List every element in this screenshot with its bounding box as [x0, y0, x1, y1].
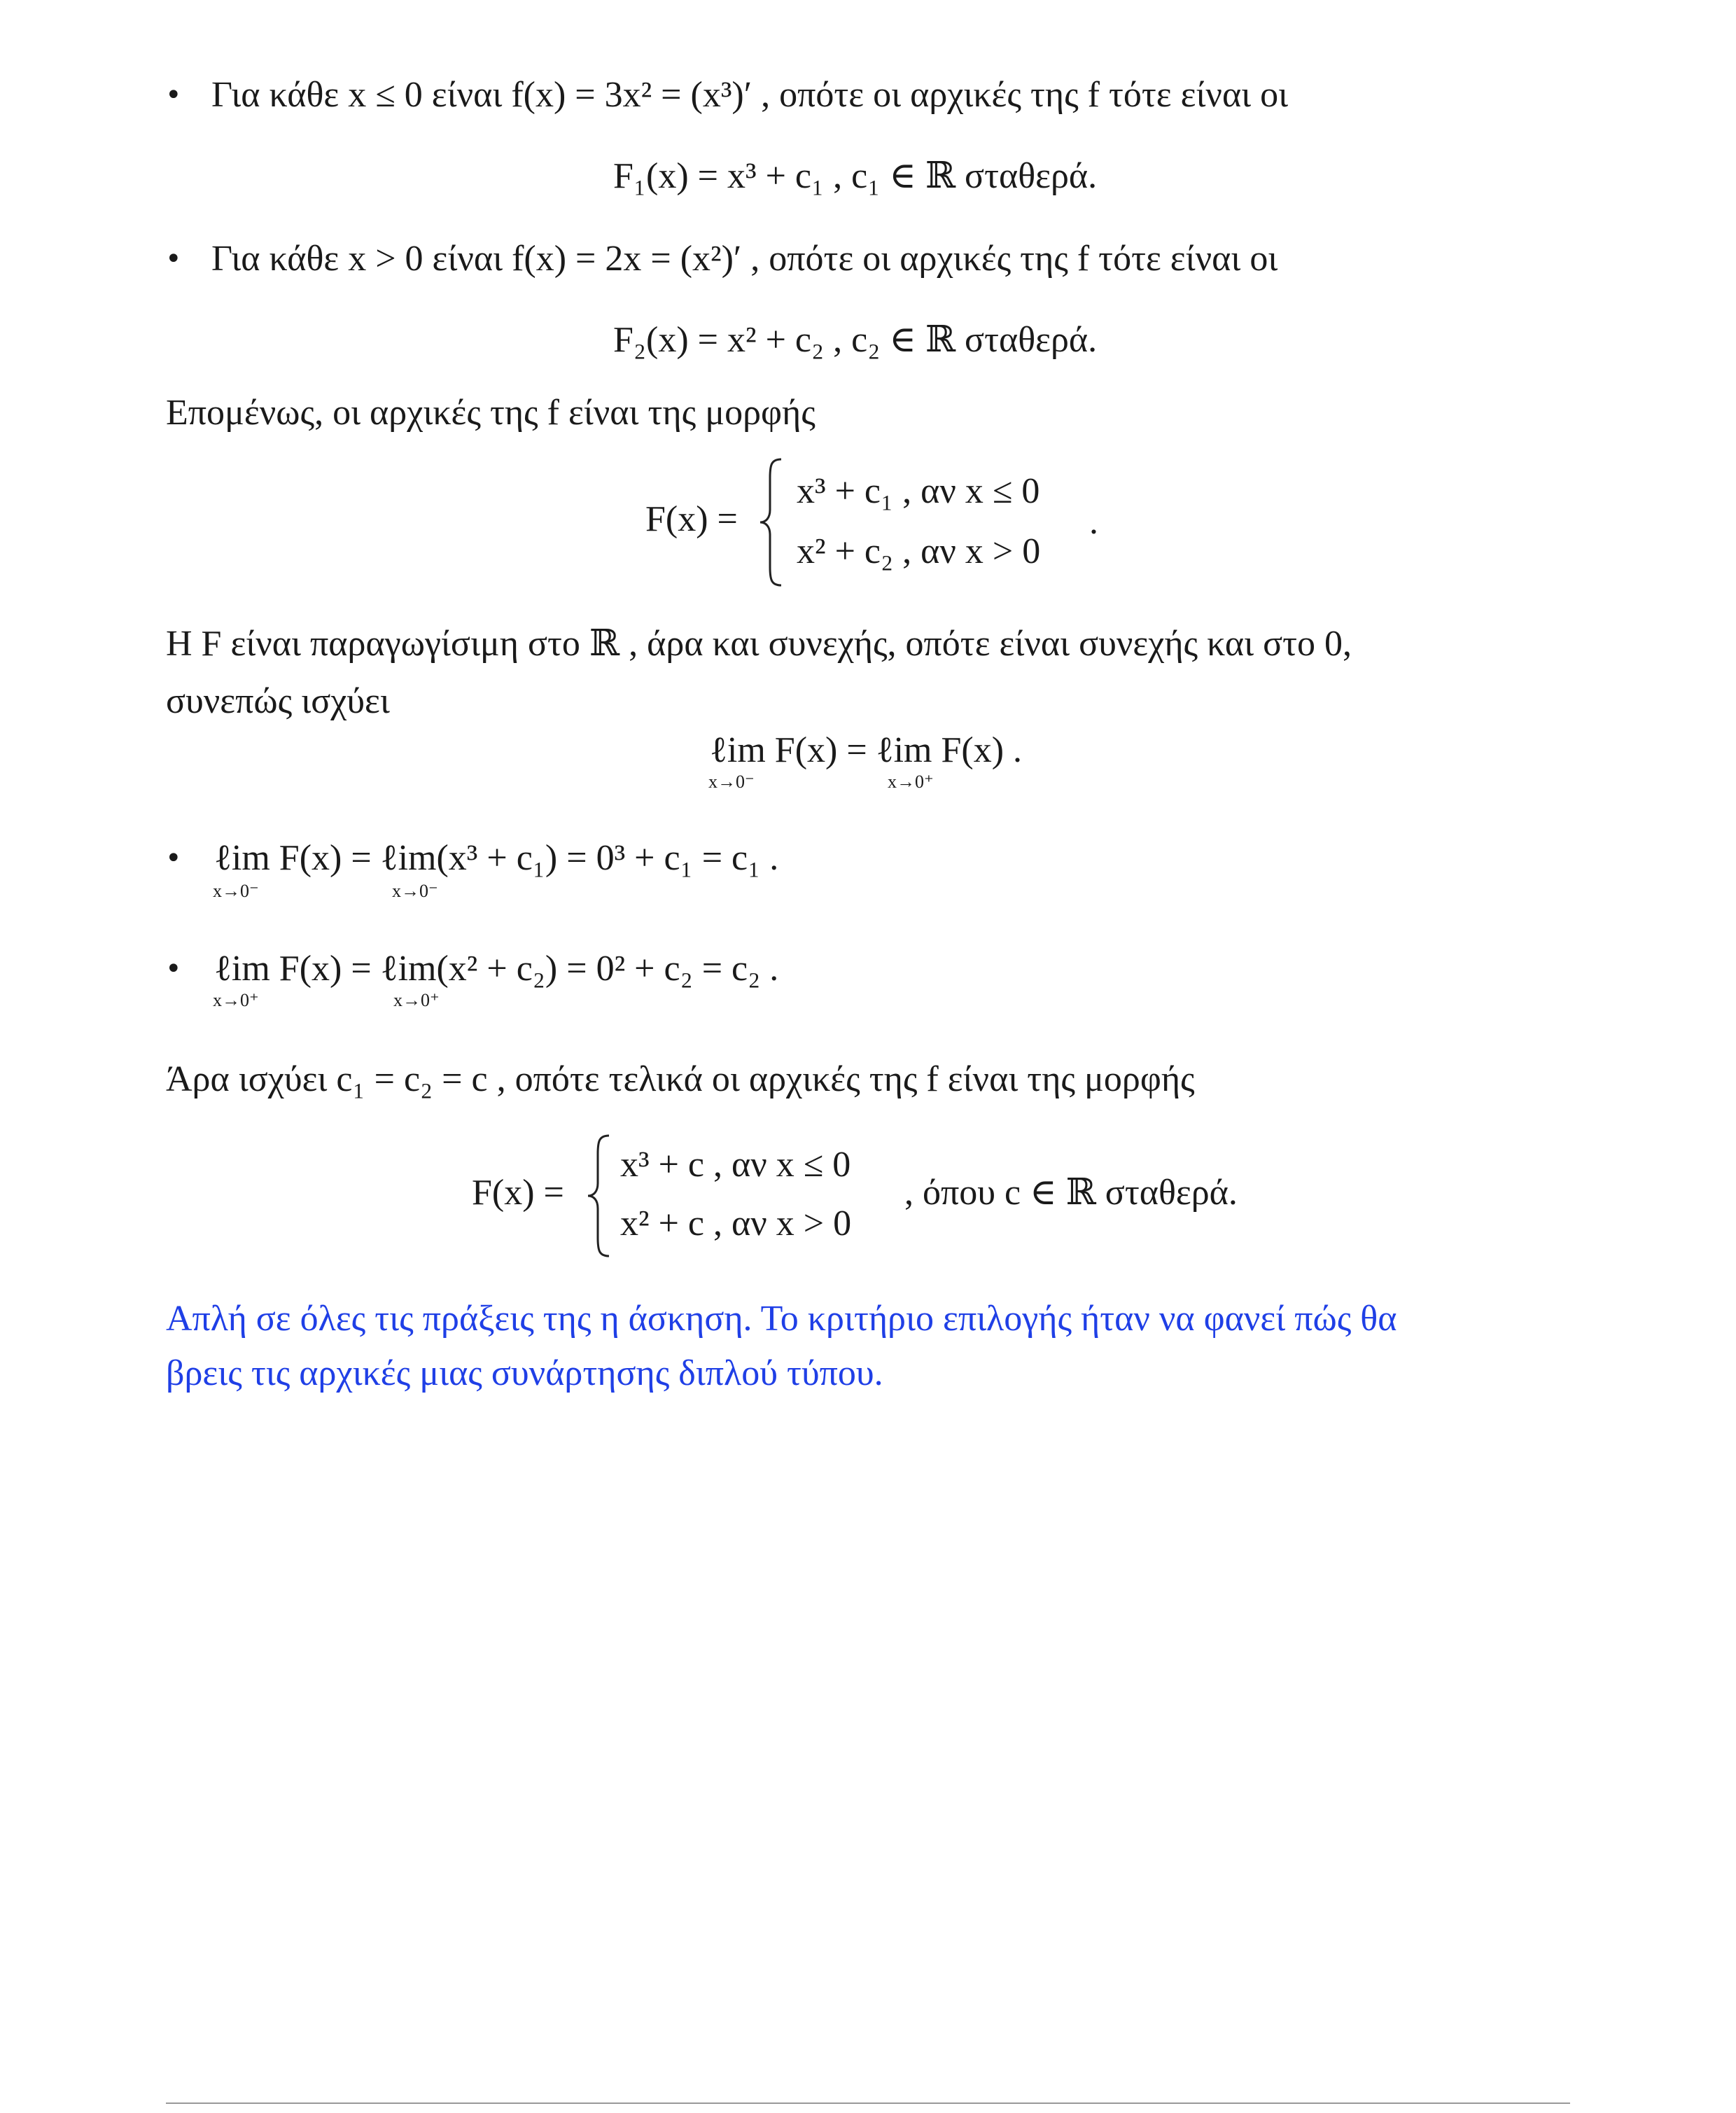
- system-1-row-1: x³ + c₁ , αν x ≤ 0: [797, 471, 1040, 511]
- limit-subscript: x→0⁺: [213, 990, 259, 1010]
- bullet-1-text: Για κάθε x ≤ 0 είναι f(x) = 3x² = (x³)′ , οπότε οι αρχικές της f τότε είναι οι: [211, 75, 1289, 115]
- footer-divider: [166, 2102, 1570, 2104]
- paragraph-ara: Άρα ισχύει c₁ = c₂ = c , οπότε τελικά οι αρχικές της f είναι της μορφής: [166, 1059, 1195, 1099]
- bullet-4-right-limit: ℓim F(x) = ℓim(x² + c₂) = 0² + c₂ = c₂ .: [214, 949, 779, 989]
- system-1-lhs: F(x) =: [645, 499, 738, 539]
- note-line-2: βρεις τις αρχικές μιας συνάρτησης διπλού τύπου.: [166, 1353, 883, 1393]
- paragraph-continuity: Η F είναι παραγωγίσιμη στο ℝ , άρα και συνεχής, οπότε είναι συνεχής και στο 0,: [166, 624, 1352, 664]
- system-1-row-2: x² + c₂ , αν x > 0: [797, 531, 1041, 571]
- limit-subscript: x→0⁺: [393, 990, 440, 1010]
- limit-subscript: x→0⁻: [213, 881, 259, 901]
- limit-equality: ℓim F(x) = ℓim F(x) .: [710, 730, 1023, 770]
- paragraph-epomenos: Επομένως, οι αρχικές της f είναι της μορφής: [166, 393, 816, 433]
- system-2-row-2: x² + c , αν x > 0: [620, 1204, 852, 1243]
- left-brace-icon: [585, 1133, 613, 1259]
- left-brace-icon: [757, 456, 785, 588]
- paragraph-therefore: συνεπώς ισχύει: [166, 681, 390, 721]
- bullet-marker: •: [165, 953, 182, 985]
- note-line-1: Απλή σε όλες τις πράξεις της η άσκηση. Το κριτήριο επιλογής ήταν να φανεί πώς θα: [166, 1299, 1397, 1339]
- system-1-period: .: [1089, 502, 1098, 542]
- limit-subscript-left: x→0⁻: [708, 772, 755, 792]
- bullet-3-left-limit: ℓim F(x) = ℓim(x³ + c₁) = 0³ + c₁ = c₁ .: [214, 838, 779, 878]
- bullet-marker: •: [165, 243, 182, 275]
- system-2-tail: , όπου c ∈ ℝ σταθερά.: [904, 1173, 1238, 1213]
- bullet-2-text: Για κάθε x > 0 είναι f(x) = 2x = (x²)′ , οπότε οι αρχικές της f τότε είναι οι: [211, 239, 1278, 279]
- system-2-lhs: F(x) =: [472, 1173, 564, 1213]
- system-2-row-1: x³ + c , αν x ≤ 0: [620, 1145, 851, 1185]
- equation-F1: F₁(x) = x³ + c₁ , c₁ ∈ ℝ σταθερά.: [613, 156, 1098, 196]
- bullet-marker: •: [165, 79, 182, 111]
- limit-subscript: x→0⁻: [392, 881, 438, 901]
- limit-subscript-right: x→0⁺: [888, 772, 934, 792]
- bullet-marker: •: [165, 842, 182, 874]
- equation-F2: F₂(x) = x² + c₂ , c₂ ∈ ℝ σταθερά.: [613, 320, 1098, 360]
